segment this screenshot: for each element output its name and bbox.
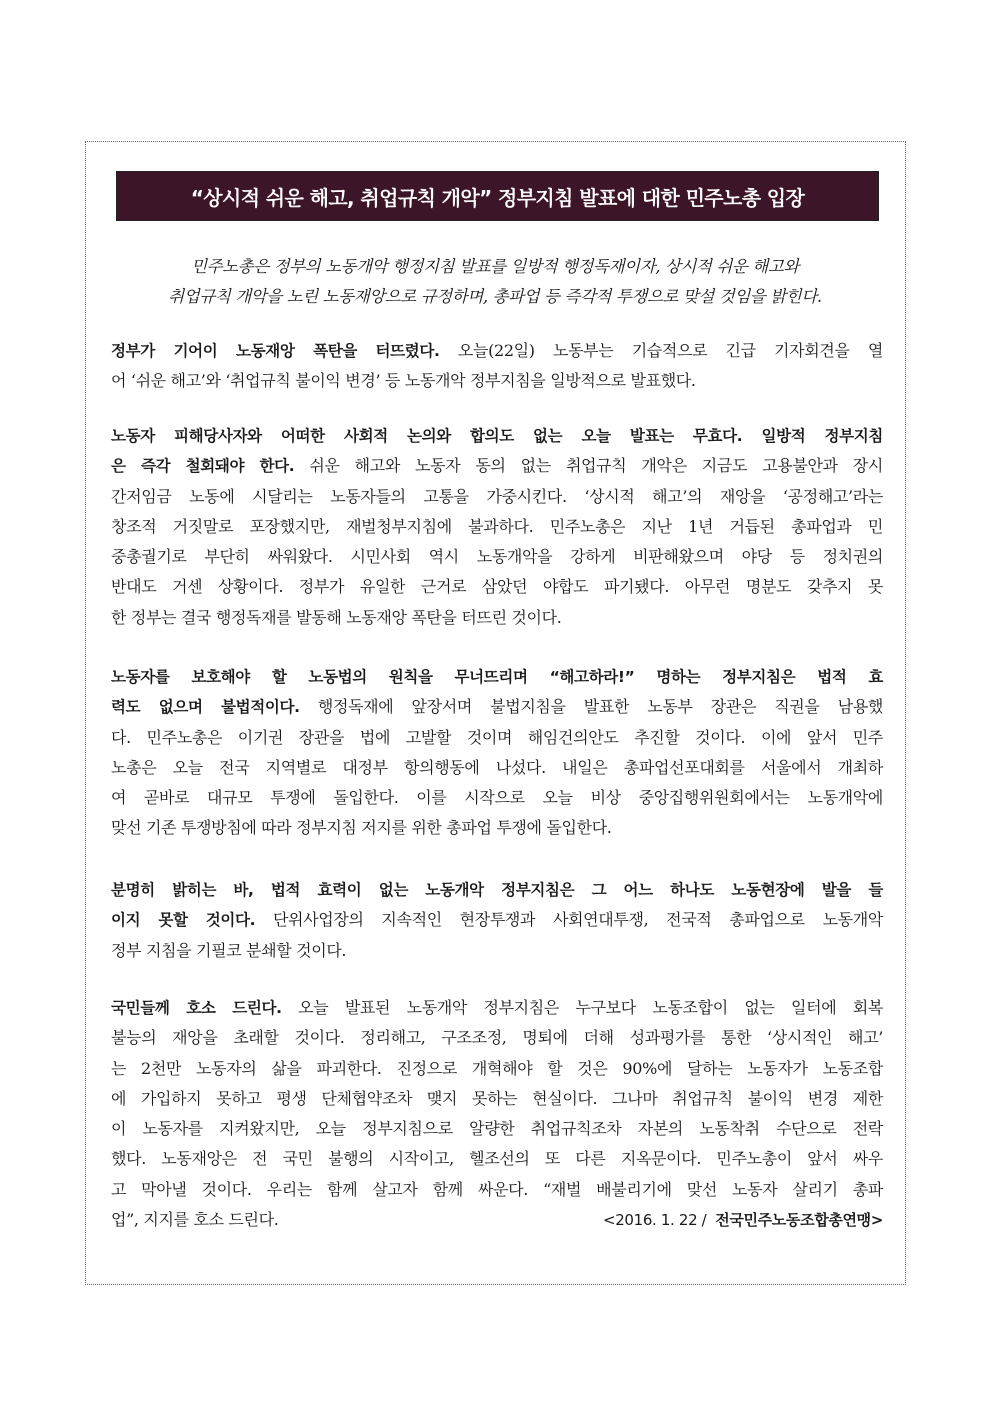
paragraph-line [111, 662, 883, 692]
paragraph-3 [111, 662, 883, 844]
paragraph-line: 한 정부는 결국 행정독재를 발동해 노동재앙 폭탄을 터뜨린 것이다. [111, 607, 562, 627]
bold-lead: 은 즉각 철회돼야 한다. [111, 457, 295, 476]
bold-lead: 노동자 피해당사자와 어떠한 사회적 논의와 합의도 없는 오늘 발표는 무효다. 일방적 정부지침 [111, 427, 883, 445]
paragraph-line: 어 ‘쉬운 해고’와 ‘취업규칙 불이익 변경’ 등 노동개악 정부지침을 일방적으로 발표했다. [111, 371, 696, 391]
text-span: 쉬운 해고와 노동자 동의 없는 취업규칙 개악은 지금도 고용불안과 장시 [294, 456, 883, 476]
paragraph-line: 고 막아낼 것이다. 우리는 함께 살고자 함께 싸운다. “재벌 배불리기에 맞선 노동자 살리기 총파 [111, 1179, 883, 1199]
paragraph-line [111, 875, 883, 905]
paragraph-line: 여 곧바로 대규모 투쟁에 돌입한다. 이를 시작으로 오늘 비상 중앙집행위원회에서는 노동개악에 [111, 788, 883, 808]
paragraph-line: 정부 지침을 기필코 분쇄할 것이다. [111, 940, 347, 960]
paragraph-2 [111, 421, 883, 633]
closing-text: 업”, 지지를 호소 드린다. [111, 1210, 279, 1230]
paragraph-line: 이 노동자를 지켜왔지만, 오늘 정부지침으로 알량한 취업규칙조차 자본의 노동착취 수단으로 전락 [111, 1119, 883, 1139]
bold-lead: 노동자를 보호해야 할 노동법의 원칙을 무너뜨리며 “해고하라!” 명하는 정부지침은 법적 효 [111, 668, 883, 686]
paragraph-line [111, 993, 883, 1023]
bold-lead: 국민들께 호소 드린다. [111, 999, 282, 1017]
paragraph-5 [111, 993, 883, 1235]
paragraph-line: 불능의 재앙을 초래할 것이다. 정리해고, 구조조정, 명퇴에 더해 성과평가를 통한 ‘상시적인 해고’ [111, 1028, 883, 1048]
bold-lead: 력도 없으며 불법적이다. [111, 698, 300, 717]
signature [603, 1205, 883, 1235]
paragraph-line: 했다. 노동재앙은 전 국민 불행의 시작이고, 헬조선의 또 다른 지옥문이다. 민주노총이 앞서 싸우 [111, 1149, 883, 1169]
text-span: 행정독재에 앞장서며 불법지침을 발표한 노동부 장관은 직권을 남용했 [299, 697, 883, 717]
intro-line: 민주노총은 정부의 노동개악 행정지침 발표를 일방적 행정독재이자, 상시적 쉬운 해고와 [191, 257, 799, 276]
paragraph-4 [111, 875, 883, 966]
paragraph-1 [111, 336, 883, 397]
paragraph-line: 창조적 거짓말로 포장했지만, 재벌청부지침에 불과하다. 민주노총은 지난 1년 거듭된 총파업과 민 [111, 516, 883, 536]
document-title: “상시적 쉬운 해고, 취업규칙 개악” 정부지침 발표에 대한 민주노총 입장 [190, 185, 805, 210]
paragraph-line: 는 2천만 노동자의 삶을 파괴한다. 진정으로 개혁해야 할 것은 90%에 달하는 노동자가 노동조합 [111, 1058, 883, 1078]
signature-date: <2016. 1. 22 / [603, 1211, 707, 1230]
paragraph-line: 에 가입하지 못하고 평생 단체협약조차 맺지 못하는 현실이다. 그나마 취업규칙 불이익 변경 제한 [111, 1088, 883, 1108]
intro-statement [100, 252, 890, 312]
intro-line: 취업규칙 개악을 노린 노동재앙으로 규정하며, 총파업 등 즉각적 투쟁으로 맞설 것임을 밝힌다. [168, 287, 822, 306]
paragraph-line: 다. 민주노총은 이기권 장관을 법에 고발할 것이며 해임건의안도 추진할 것이다. 이에 앞서 민주 [111, 727, 883, 747]
paragraph-line: 간저임금 노동에 시달리는 노동자들의 고통을 가중시킨다. ‘상시적 해고’의 재앙을 ‘공정해고’라는 [111, 486, 883, 506]
paragraph-line [111, 336, 883, 366]
paragraph-line [111, 905, 883, 935]
paragraph-line: 중총궐기로 부단히 싸워왔다. 시민사회 역시 노동개악을 강하게 비판해왔으며 야당 등 정치권의 [111, 547, 883, 567]
bold-lead: 이지 못할 것이다. [111, 911, 256, 930]
closing-line [111, 1205, 883, 1235]
text-span: 오늘(22일) 노동부는 기습적으로 긴급 기자회견을 열 [439, 341, 883, 360]
paragraph-line: 노총은 오늘 전국 지역별로 대정부 항의행동에 나섰다. 내일은 총파업선포대회를 서울에서 개최하 [111, 757, 883, 777]
paragraph-line [111, 421, 883, 451]
paragraph-line [111, 692, 883, 722]
paragraph-line: 맞선 기존 투쟁방침에 따라 정부지침 저지를 위한 총파업 투쟁에 돌입한다. [111, 818, 612, 838]
text-span: 단위사업장의 지속적인 현장투쟁과 사회연대투쟁, 전국적 총파업으로 노동개악 [255, 910, 884, 930]
bold-lead: 정부가 기어이 노동재앙 폭탄을 터뜨렸다. [111, 342, 440, 360]
signature-org: 전국민주노동조합총연맹> [715, 1211, 883, 1230]
paragraph-line: 반대도 거센 상황이다. 정부가 유일한 근거로 삼았던 야합도 파기됐다. 아무런 명분도 갖추지 못 [111, 577, 883, 597]
paragraph-line [111, 451, 883, 481]
title-banner [116, 171, 879, 221]
text-span: 오늘 발표된 노동개악 정부지침은 누구보다 노동조합이 없는 일터에 회복 [281, 998, 883, 1017]
bold-lead: 분명히 밝히는 바, 법적 효력이 없는 노동개악 정부지침은 그 어느 하나도 노동현장에 발을 들 [111, 881, 883, 899]
